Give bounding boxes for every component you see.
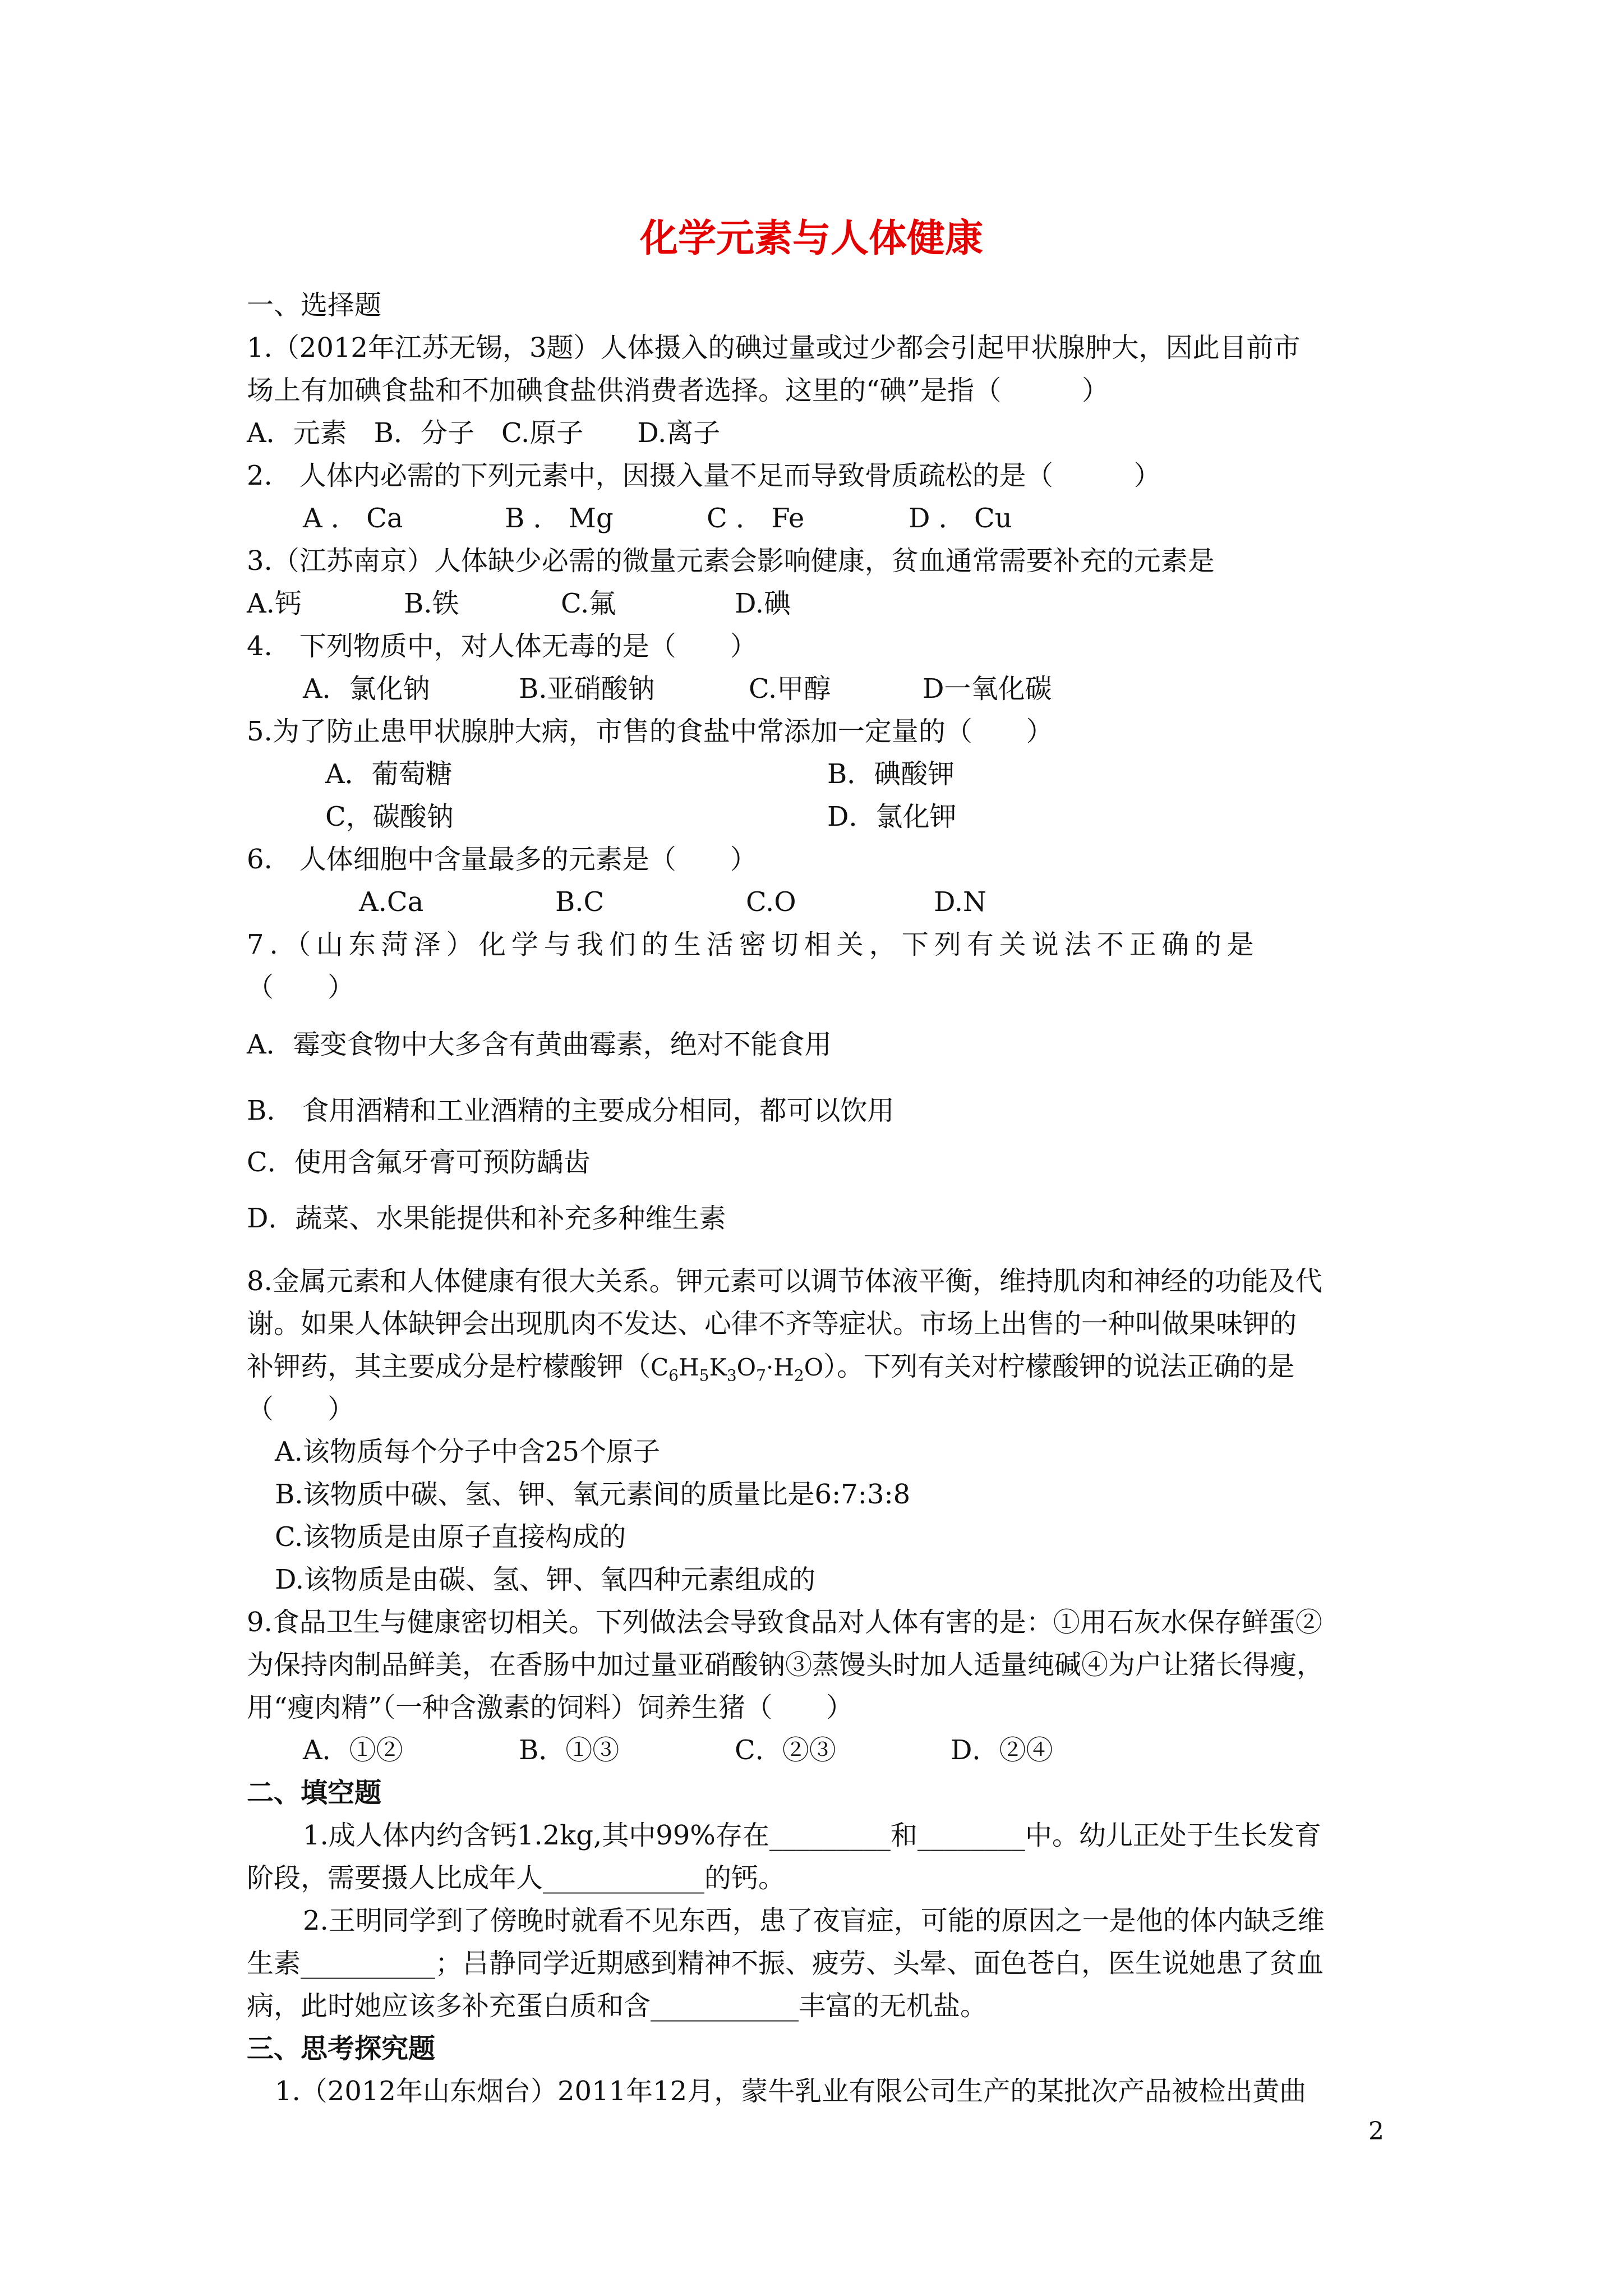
section-heading-fill: 二、填空题 — [247, 1777, 382, 1809]
fill1-line2: 阶段，需要摄人比成年人____________的钙。 — [247, 1862, 786, 1894]
fill2-line2: 生素__________；吕静同学近期感到精神不振、疲劳、头晕、面色苍白，医生说她患了贫血 — [247, 1948, 1324, 1979]
chemical-formula: $C_6H_5K_3O_7\cdot H_2O$ — [651, 1354, 824, 1385]
q9-stem-line3: 用“瘦肉精”（一种含激素的饲料）饲养生猪（ ） — [247, 1692, 854, 1723]
q5-option-d: D．氯化钾 — [827, 801, 957, 832]
q2-option-b: B ． Mg — [505, 503, 614, 534]
q3-option-d: D.碘 — [735, 588, 791, 619]
fill1-line1: 1.成人体内约含钙1.2kg,其中99%存在_________和________中。幼儿正处于生长发育 — [303, 1820, 1321, 1851]
q5-stem: 5.为了防止患甲状腺肿大病，市售的食盐中常添加一定量的（ ） — [247, 716, 1053, 747]
q8-option-c: C.该物质是由原子直接构成的 — [275, 1521, 626, 1553]
q9-option-c: C．②③ — [735, 1734, 836, 1766]
q7-stem-line2: （ ） — [247, 972, 355, 1003]
q8-stem-line1: 8.金属元素和人体健康有很大关系。钾元素可以调节体液平衡，维持肌肉和神经的功能及代 — [247, 1266, 1322, 1297]
q9-stem-line2: 为保持肉制品鲜美，在香肠中加过量亚硝酸钠③蒸馒头时加人适量纯碱④为户让猪长得瘦， — [247, 1649, 1324, 1681]
section-heading-explore: 三、思考探究题 — [247, 2033, 436, 2064]
q2-option-c: C ． Fe — [707, 503, 805, 534]
q4-option-a: A．氯化钠 — [303, 673, 430, 705]
q6-option-d: D.N — [934, 886, 987, 918]
q3-stem: 3.（江苏南京）人体缺少必需的微量元素会影响健康，贫血通常需要补充的元素是 — [247, 545, 1215, 577]
q8-stem-line3 — [247, 1349, 1391, 1393]
q3-option-c: C.氟 — [561, 588, 616, 619]
q5-option-c: C，碳酸钠 — [325, 801, 454, 832]
q9-stem-line1: 9.食品卫生与健康密切相关。下列做法会导致食品对人体有害的是：①用石灰水保存鲜蛋② — [247, 1607, 1322, 1638]
q3-option-b: B.铁 — [404, 588, 459, 619]
q4-option-c: C.甲醇 — [749, 673, 831, 705]
q9-option-b: B．①③ — [519, 1734, 620, 1766]
q2-option-d: D ． Cu — [909, 503, 1012, 534]
q7-stem-line1: 7.（山东菏泽）化学与我们的生活密切相关，下列有关说法不正确的是 — [247, 929, 1260, 960]
q9-option-a: A．①② — [303, 1734, 403, 1766]
q6-option-c: C.O — [746, 886, 796, 918]
page-number: 2 — [1368, 2117, 1384, 2146]
document-title: 化学元素与人体健康 — [639, 216, 983, 261]
q4-option-d: D一氧化碳 — [923, 673, 1052, 705]
q1-stem-line2: 场上有加碘食盐和不加碘食盐供消费者选择。这里的“碘”是指（ ） — [247, 375, 1109, 406]
q2-option-a: A ． Ca — [303, 503, 403, 534]
q1-options: A．元素 B．分子 C.原子 D.离子 — [247, 417, 721, 449]
q8-option-a: A.该物质每个分子中含25个原子 — [275, 1436, 661, 1467]
q2-stem: 2. 人体内必需的下列元素中，因摄入量不足而导致骨质疏松的是（ ） — [247, 460, 1161, 491]
q7-option-b: B. 食用酒精和工业酒精的主要成分相同，都可以饮用 — [247, 1095, 895, 1126]
q3-option-a: A.钙 — [247, 588, 302, 619]
q9-option-d: D．②④ — [951, 1734, 1053, 1766]
section-heading-choice: 一、选择题 — [247, 289, 382, 321]
q8-option-b: B.该物质中碳、氢、钾、氧元素间的质量比是6:7:3:8 — [275, 1479, 911, 1510]
q5-option-a: A．葡萄糖 — [325, 758, 453, 790]
q8-option-d: D.该物质是由碳、氢、钾、氧四种元素组成的 — [275, 1564, 816, 1595]
q6-stem: 6. 人体细胞中含量最多的元素是（ ） — [247, 844, 757, 875]
q1-stem-line1: 1.（2012年江苏无锡，3题）人体摄入的碘过量或过少都会引起甲状腺肿大，因此目前市 — [247, 332, 1301, 364]
q7-option-c: C．使用含氟牙膏可预防龋齿 — [247, 1147, 591, 1178]
q6-option-b: B.C — [555, 886, 605, 918]
fill2-line3: 病，此时她应该多补充蛋白质和含___________丰富的无机盐。 — [247, 1990, 988, 2022]
q4-option-b: B.亚硝酸钠 — [519, 673, 655, 705]
q7-option-a: A．霉变食物中大多含有黄曲霉素，绝对不能食用 — [247, 1029, 832, 1060]
q5-option-b: B．碘酸钾 — [827, 758, 955, 790]
q7-option-d: D．蔬菜、水果能提供和补充多种维生素 — [247, 1203, 726, 1234]
q8-stem-line3-pre: 补钾药，其主要成分是柠檬酸钾（ — [247, 1351, 651, 1382]
explore1-line1: 1.（2012年山东烟台）2011年12月，蒙牛乳业有限公司生产的某批次产品被检出黄曲 — [275, 2076, 1307, 2107]
q8-stem-line3-post: ）。下列有关对柠檬酸钾的说法正确的是 — [823, 1351, 1295, 1382]
fill2-line1: 2.王明同学到了傍晚时就看不见东西，患了夜盲症，可能的原因之一是他的体内缺乏维 — [303, 1905, 1325, 1936]
q8-stem-line4: （ ） — [247, 1393, 355, 1425]
q8-stem-line2: 谢。如果人体缺钾会出现肌肉不发达、心律不齐等症状。市场上出售的一种叫做果味钾的 — [247, 1308, 1297, 1340]
q4-stem: 4. 下列物质中，对人体无毒的是（ ） — [247, 631, 757, 662]
q6-option-a: A.Ca — [359, 886, 424, 918]
